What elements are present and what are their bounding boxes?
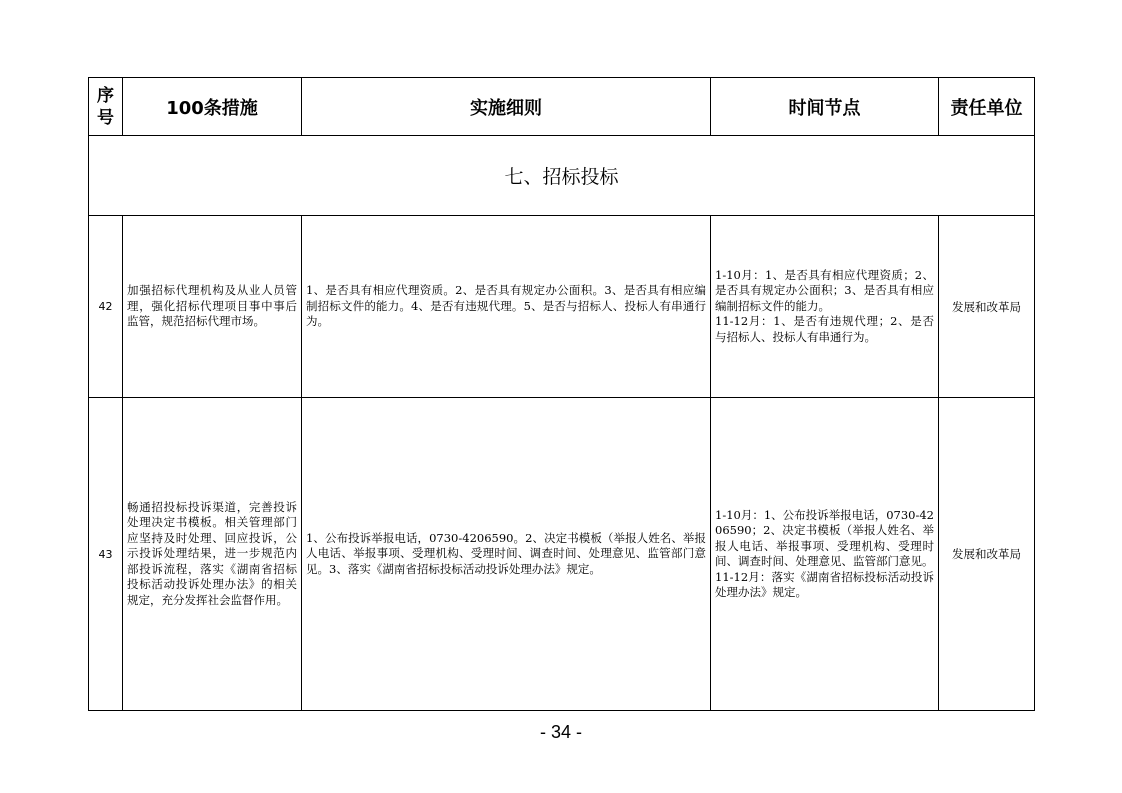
- timeline-line: 11-12月：1、是否有违规代理；2、是否与招标人、投标人有串通行为。: [715, 314, 934, 344]
- row-measure: 畅通招投标投诉渠道，完善投诉处理决定书模板。相关管理部门应坚持及时处理、回应投诉，公示投诉处理结果，进一步规范内部投诉流程，落实《湖南省招标投标活动投诉处理办法》的相关规定，充分发挥社会监督作用。: [123, 398, 302, 711]
- row-unit: 发展和改革局: [939, 216, 1035, 398]
- header-seq: 序号: [89, 78, 123, 136]
- row-timeline: [711, 398, 939, 711]
- row-unit: 发展和改革局: [939, 398, 1035, 711]
- timeline-line: 1-10月：1、是否具有相应代理资质；2、是否具有规定办公面积；3、是否具有相应编制招标文件的能力。: [715, 267, 934, 313]
- timeline-line: 11-12月：落实《湖南省招标投标活动投诉处理办法》规定。: [715, 569, 934, 599]
- header-details: 实施细则: [302, 78, 711, 136]
- table-row: [89, 216, 1035, 398]
- timeline-line: 1-10月：1、公布投诉举报电话，0730-4206590；2、决定书模板（举报人姓名、举报人电话、举报事项、受理机构、受理时间、调查时间、处理意见、监管部门意见。: [715, 507, 934, 568]
- row-timeline: [711, 216, 939, 398]
- table-row: [89, 398, 1035, 711]
- table-header-row: [89, 78, 1035, 136]
- row-details: 1、是否具有相应代理资质。2、是否具有规定办公面积。3、是否具有相应编制招标文件的能力。4、是否有违规代理。5、是否与招标人、投标人有串通行为。: [302, 216, 711, 398]
- row-measure: 加强招标代理机构及从业人员管理，强化招标代理项目事中事后监管，规范招标代理市场。: [123, 216, 302, 398]
- row-number: 42: [89, 216, 123, 398]
- measures-table: [88, 77, 1035, 711]
- header-timeline: 时间节点: [711, 78, 939, 136]
- page-number: - 34 -: [539, 722, 582, 742]
- section-title: 七、招标投标: [89, 136, 1035, 216]
- header-measure: 100条措施: [123, 78, 302, 136]
- header-unit: 责任单位: [939, 78, 1035, 136]
- row-details: 1、公布投诉举报电话，0730-4206590。2、决定书模板（举报人姓名、举报人电话、举报事项、受理机构、受理时间、调查时间、处理意见、监管部门意见。3、落实《湖南省招标投标活动投诉处理办法》规定。: [302, 398, 711, 711]
- row-number: 43: [89, 398, 123, 711]
- section-row: [89, 136, 1035, 216]
